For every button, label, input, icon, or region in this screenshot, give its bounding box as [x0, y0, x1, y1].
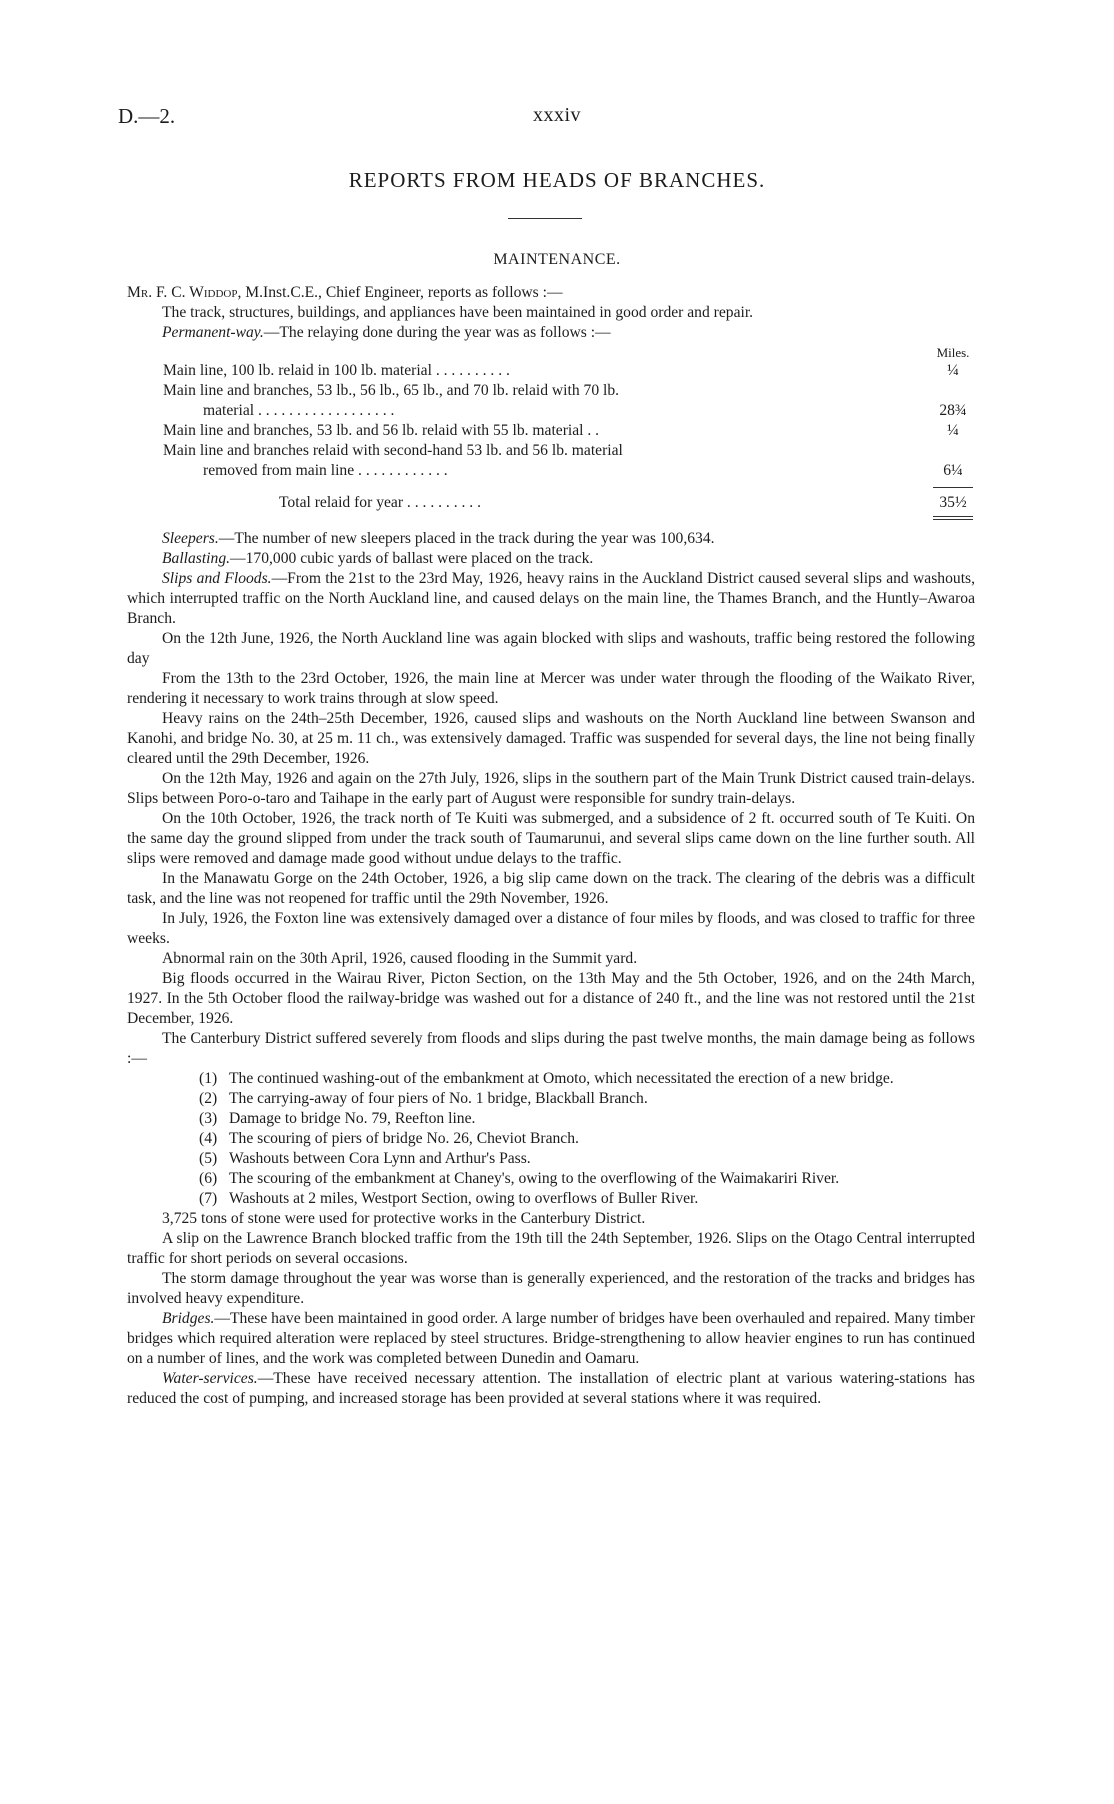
- total-row: [163, 493, 975, 515]
- paragraph-ballasting: [127, 549, 975, 569]
- paragraph-main-trunk: On the 12th May, 1926 and again on the 27th July, 1926, slips in the southern part of the Main Trunk District caused train-delays. Slips between Poro-o-taro and Taihape in the early part of August were responsible for sundry train-delays.: [127, 770, 975, 807]
- row-label-continued: removed from main line . . . . . . . . . . . .: [203, 462, 448, 479]
- paragraph-canterbury: The Canterbury District suffered severely from floods and slips during the past twelve months, the main damage being as follows :—: [127, 1030, 975, 1067]
- reporter-credentials: M.Inst.C.E., Chief Engineer, reports as follows :—: [245, 284, 563, 301]
- row-miles: 28¾: [939, 402, 967, 419]
- bridges-heading: Bridges.: [162, 1310, 215, 1327]
- row-label: Main line and branches, 53 lb., 56 lb., 65 lb., and 70 lb. relaid with 70 lb.: [163, 382, 620, 399]
- item-number: (3): [199, 1110, 218, 1127]
- permanent-way-heading: Permanent-way.: [162, 324, 264, 341]
- paragraph-december: Heavy rains on the 24th–25th December, 1926, caused slips and washouts on the North Auckland line between Swanson and Kanohi, and bridge No. 30, at 25 m. 11 ch., was extensively damaged. Traffic was suspended for several days, the line not being finally cleared until the 29th December, 1926.: [127, 710, 975, 767]
- table-row-continued: [163, 461, 975, 481]
- page-reference: D.—2.: [118, 104, 176, 128]
- item-number: (2): [199, 1090, 218, 1107]
- paragraph-wairau: Big floods occurred in the Wairau River, Picton Section, on the 13th May and the 5th October, 1926, and on the 24th March, 1927. In the 5th October flood the railway-bridge was washed out for a distance of 240 ft., and the line was not restored until the 21st December, 1926.: [127, 970, 975, 1027]
- item-text: The carrying-away of four piers of No. 1 bridge, Blackball Branch.: [229, 1090, 648, 1107]
- paragraph-june: On the 12th June, 1926, the North Auckland line was again blocked with slips and washouts, traffic being restored the following day: [127, 630, 975, 667]
- item-text: Washouts between Cora Lynn and Arthur's Pass.: [229, 1150, 531, 1167]
- paragraph-lawrence: A slip on the Lawrence Branch blocked traffic from the 19th till the 24th September, 1926. Slips on the Otago Central interrupted traffic for short periods on several occasions.: [127, 1230, 975, 1267]
- row-miles: ¼: [947, 362, 959, 379]
- item-number: (4): [199, 1130, 218, 1147]
- water-services-heading: Water-services.: [162, 1370, 258, 1387]
- paragraph-sleepers: [127, 529, 975, 549]
- list-item: [199, 1069, 975, 1089]
- table-row: [163, 441, 975, 461]
- report-body: [127, 283, 975, 1409]
- total-miles: 35½: [939, 494, 967, 511]
- row-label: Main line, 100 lb. relaid in 100 lb. material . . . . . . . . . .: [163, 362, 510, 379]
- item-text: The continued washing-out of the embankment at Omoto, which necessitated the erection of a new bridge.: [229, 1070, 894, 1087]
- paragraph-foxton: In July, 1926, the Foxton line was extensively damaged over a distance of four miles by floods, and was closed to traffic for three weeks.: [127, 910, 975, 947]
- paragraph-storm: The storm damage throughout the year was worse than is generally experienced, and the restoration of the tracks and bridges has involved heavy expenditure.: [127, 1270, 975, 1307]
- list-item: [199, 1129, 975, 1149]
- reporter-name: Mr. F. C. Widdop,: [127, 284, 242, 301]
- sleepers-heading: Sleepers.: [162, 530, 219, 547]
- item-number: (6): [199, 1170, 218, 1187]
- total-rule: [933, 516, 973, 517]
- paragraph-maintained: The track, structures, buildings, and appliances have been maintained in good order and repair.: [162, 304, 754, 321]
- title-divider: [508, 218, 582, 219]
- paragraph-te-kuiti: On the 10th October, 1926, the track north of Te Kuiti was submerged, and a subsidence of 2 ft. occurred south of Te Kuiti. On the same day the ground slipped from under the track south of Taumarunui, and several slips came down on the line further south. All slips were removed and damage made good without undue delays to the traffic.: [127, 810, 975, 867]
- row-label-continued: material . . . . . . . . . . . . . . . . . .: [203, 402, 395, 419]
- ballasting-text: —170,000 cubic yards of ballast were placed on the track.: [230, 550, 594, 567]
- list-item: [199, 1109, 975, 1129]
- permanent-way-text: —The relaying done during the year was as follows :—: [263, 324, 611, 341]
- row-miles: ¼: [947, 422, 959, 439]
- paragraph-slips-floods: [127, 569, 975, 629]
- paragraph-stone: 3,725 tons of stone were used for protective works in the Canterbury District.: [162, 1210, 646, 1227]
- paragraph-mercer: From the 13th to the 23rd October, 1926, the main line at Mercer was under water through the flooding of the Waikato River, rendering it necessary to work trains through at slow speed.: [127, 670, 975, 707]
- page-title: REPORTS FROM HEADS OF BRANCHES.: [348, 168, 766, 192]
- total-label: Total relaid for year . . . . . . . . . .: [279, 494, 481, 511]
- item-text: The scouring of the embankment at Chaney's, owing to the overflowing of the Waimakariri River.: [229, 1170, 840, 1187]
- sum-rule: [933, 487, 973, 488]
- item-text: The scouring of piers of bridge No. 26, Cheviot Branch.: [229, 1130, 579, 1147]
- paragraph-water-services: [127, 1369, 975, 1409]
- item-number: (5): [199, 1150, 218, 1167]
- paragraph-permanent-way: [127, 323, 975, 343]
- item-number: (7): [199, 1190, 218, 1207]
- table-row: [163, 421, 975, 441]
- list-item: [199, 1089, 975, 1109]
- paragraph-summit: Abnormal rain on the 30th April, 1926, caused flooding in the Summit yard.: [162, 950, 638, 967]
- ballasting-heading: Ballasting.: [162, 550, 231, 567]
- list-item: [199, 1169, 975, 1189]
- list-item: [199, 1149, 975, 1169]
- slips-text: —From the 21st to the 23rd May, 1926, heavy rains in the Auckland District caused several slips and washouts, which interrupted traffic on the North Auckland line, and caused delays on the main line, the Thames Branch, and the Huntly–Awaroa Branch.: [127, 570, 975, 627]
- table-row-continued: [163, 401, 975, 421]
- paragraph-bridges: [127, 1309, 975, 1369]
- table-row: [163, 381, 975, 401]
- list-item: [199, 1189, 975, 1209]
- item-text: Washouts at 2 miles, Westport Section, owing to overflows of Buller River.: [229, 1190, 699, 1207]
- water-services-text: —These have received necessary attention. The installation of electric plant at various watering-stations has reduced the cost of pumping, and increased storage has been provided at several stations where it was required.: [127, 1370, 975, 1407]
- section-heading: MAINTENANCE.: [493, 251, 621, 268]
- sleepers-text: —The number of new sleepers placed in the track during the year was 100,634.: [218, 530, 715, 547]
- intro-line: [127, 283, 975, 303]
- row-label: Main line and branches, 53 lb. and 56 lb. relaid with 55 lb. material . .: [163, 422, 600, 439]
- page-number: xxxiv: [532, 104, 582, 126]
- item-number: (1): [199, 1070, 218, 1087]
- item-text: Damage to bridge No. 79, Reefton line.: [229, 1110, 476, 1127]
- miles-column-header: Miles.: [936, 345, 970, 360]
- canterbury-damage-list: [199, 1069, 975, 1209]
- relaying-table: [163, 343, 975, 529]
- total-rule-double: [933, 519, 973, 520]
- slips-heading: Slips and Floods.: [162, 570, 272, 587]
- table-row: [163, 361, 975, 381]
- bridges-text: —These have been maintained in good order. A large number of bridges have been overhauled and repaired. Many timber bridges which required alteration were replaced by steel structures. Bridge-strengthening to allow heavier engines to run has continued on a number of lines, and the work was completed between Dunedin and Oamaru.: [127, 1310, 975, 1367]
- row-label: Main line and branches relaid with second-hand 53 lb. and 56 lb. material: [163, 442, 623, 459]
- row-miles: 6¼: [943, 462, 963, 479]
- paragraph-manawatu: In the Manawatu Gorge on the 24th October, 1926, a big slip came down on the track. The clearing of the debris was a difficult task, and the line was not reopened for traffic until the 29th November, 1926.: [127, 870, 975, 907]
